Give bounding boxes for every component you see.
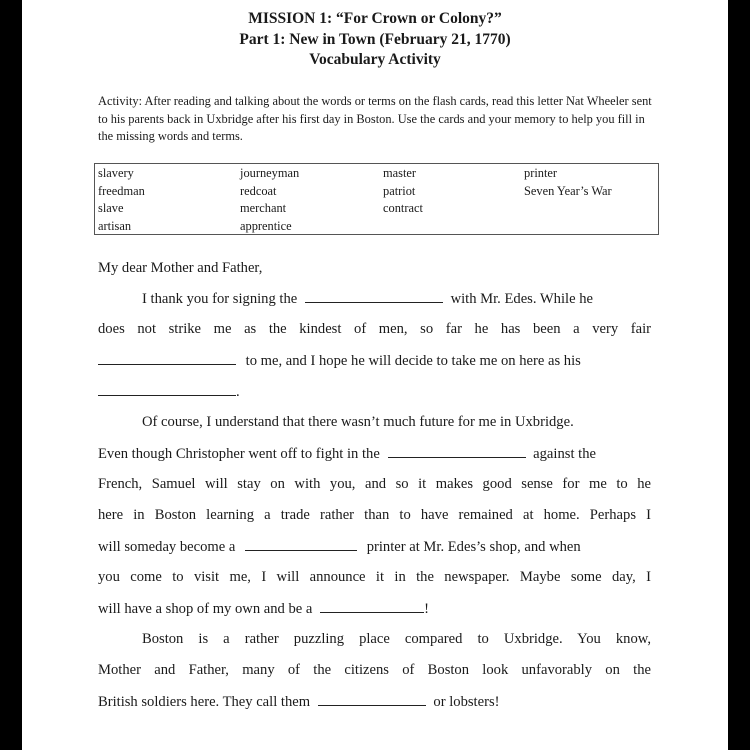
letter-line-13: Mother and Father, many of the citizens of Boston look unfavorably on the [98,662,651,678]
letter-text: ! [424,601,429,617]
vocab-word: patriot [383,183,416,198]
header [22,9,728,71]
vocab-word: artisan [98,218,132,233]
vocab-word: slave [98,201,124,215]
letter-text: . [236,384,240,400]
vocab-column-4 [524,165,612,200]
fill-blank-apprentice[interactable] [98,383,236,396]
letter-text: I thank you for signing the [142,291,298,307]
letter-line-5: Of course, I understand that there wasn’t much future for me in Uxbridge. [142,414,574,430]
letter-line-1 [98,290,651,308]
fill-blank-war[interactable] [388,445,526,458]
worksheet-page [22,0,728,750]
letter-text: British soldiers here. They call them [98,694,311,710]
letter-line-4 [98,383,651,401]
letter-text: printer at Mr. Edes’s shop, and when [366,539,581,555]
letter-text: or lobsters! [433,694,500,710]
letter-text: against the [533,446,596,462]
letter-text: will have a shop of my own and be a [98,601,313,617]
letter-text: will someday become a [98,539,236,555]
fill-blank-journeyman[interactable] [245,538,357,551]
vocab-word: journeyman [240,166,300,180]
letter-line-9 [98,538,651,556]
letter-line-3 [98,352,651,370]
letter-line-8: here in Boston learning a trade rather than to have remained at home. Perhaps I [98,507,651,523]
vocab-word: apprentice [240,218,292,233]
vocab-column-3 [383,165,423,218]
letter-line-14 [98,693,651,711]
fill-blank-printer[interactable] [320,600,424,613]
letter-line-2: does not strike me as the kindest of men, so far he has been a very fair [98,321,651,337]
letter-text: Even though Christopher went off to fight in the [98,446,380,462]
vocab-word: Seven Year’s War [524,183,612,198]
letter-line-11 [98,600,651,618]
letter-salutation: My dear Mother and Father, [98,260,263,276]
vocab-word: contract [383,201,423,215]
fill-blank-master[interactable] [98,352,236,365]
vocab-word: redcoat [240,183,277,198]
part-title: Part 1: New in Town (February 21, 1770) [239,30,511,48]
vocab-word: freedman [98,183,145,198]
vocab-word: merchant [240,201,287,215]
fill-blank-contract[interactable] [305,290,443,303]
letter-text: with Mr. Edes. While he [450,291,593,307]
mission-title: MISSION 1: “For Crown or Colony?” [248,10,502,27]
letter-line-10: you come to visit me, I will announce it in the newspaper. Maybe some day, I [98,569,651,585]
vocab-column-2 [240,165,299,235]
vocab-word: slavery [98,166,134,180]
fill-blank-redcoat[interactable] [318,693,426,706]
vocab-word: master [383,166,417,180]
letter-line-12: Boston is a rather puzzling place compared to Uxbridge. You know, [142,631,651,647]
letter-line-7: French, Samuel will stay on with you, and so it makes good sense for me to he [98,476,651,492]
activity-title: Vocabulary Activity [309,51,441,68]
vocab-word: printer [524,166,558,180]
letter-line-6 [98,445,651,463]
vocabulary-box [94,163,659,235]
vocab-column-1 [98,165,145,235]
activity-instructions: Activity: After reading and talking about the words or terms on the flash cards, read this letter Nat Wheeler sent to his parents back in Uxbridge after his first day in Boston. Use the cards and your memory to help you fill in the missing words and terms. [98,94,652,143]
letter-text: to me, and I hope he will decide to take me on here as his [245,353,581,369]
